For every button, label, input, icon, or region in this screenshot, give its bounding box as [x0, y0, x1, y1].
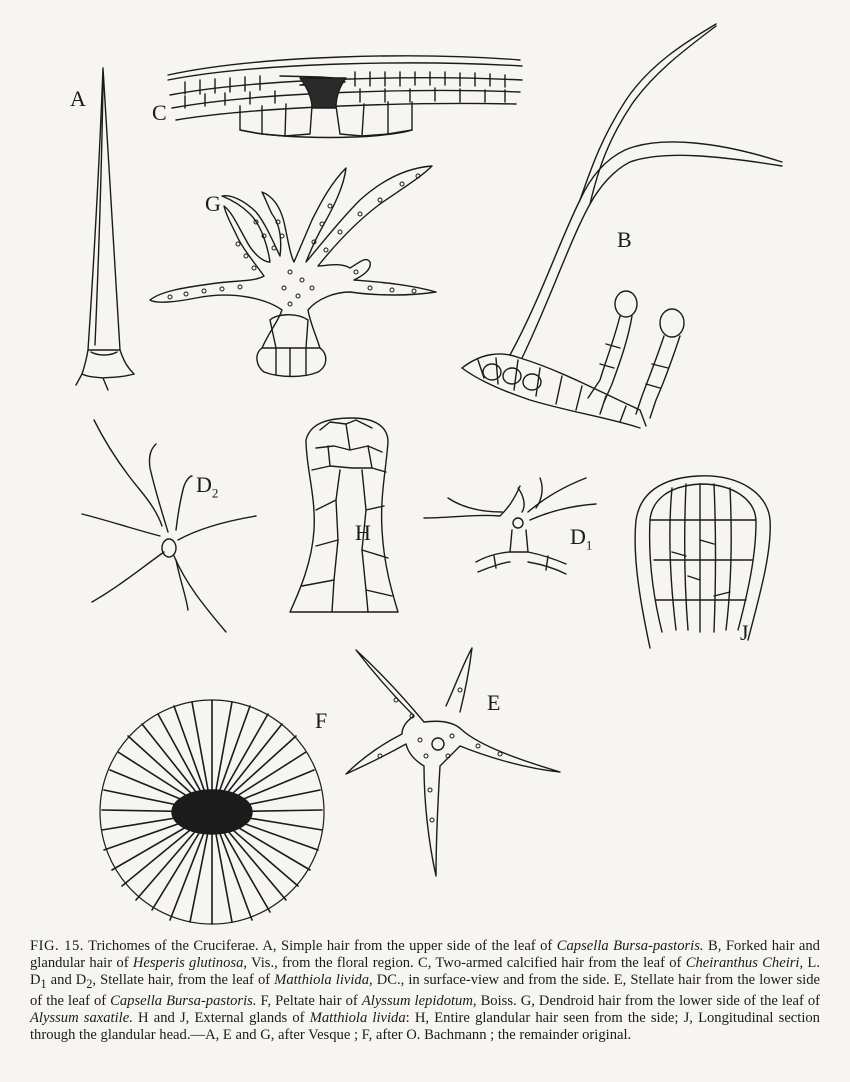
caption-segment: Matthiola livida	[309, 1009, 406, 1026]
figure-caption	[30, 938, 820, 1044]
caption-segment: Alyssum saxatile.	[30, 1009, 133, 1026]
label-d1-subscript: 1	[585, 537, 593, 553]
caption-segment: Alyssum lepidotum	[361, 992, 473, 1009]
label-d1	[570, 526, 592, 551]
drawing-d2-stellate-hair	[82, 420, 256, 632]
caption-segment: Capsella Bursa-pastoris.	[110, 992, 257, 1009]
label-j: J	[740, 620, 749, 645]
drawing-c-calcified-hair	[168, 56, 522, 138]
caption-title: Trichomes of the Cruciferae.	[88, 938, 259, 954]
caption-segment: , Stellate hair, from the leaf of	[92, 972, 275, 988]
caption-segment: Matthiola livida	[274, 972, 370, 988]
caption-segment: 1	[40, 976, 47, 991]
label-e: E	[487, 690, 501, 715]
label-g: G	[205, 191, 221, 216]
caption-segment: , Vis., from the floral region. C, Two-armed calcified hair from the leaf of	[243, 955, 686, 971]
drawing-b-forked-hair	[462, 24, 782, 428]
label-d1-letter: D	[570, 524, 586, 549]
drawing-h-glandular-hair	[290, 418, 398, 612]
label-b: B	[617, 227, 632, 252]
label-d2-subscript: 2	[211, 485, 219, 501]
drawing-j-glandular-section	[635, 476, 770, 648]
label-d2	[196, 474, 218, 499]
caption-segment: F, Peltate hair of	[256, 992, 362, 1009]
drawing-g-dendroid-hair	[150, 166, 436, 377]
label-c: C	[152, 100, 167, 125]
caption-segment: H and J, External glands of	[132, 1009, 310, 1026]
drawing-e-stellate-hair	[346, 648, 560, 876]
caption-segment: and D	[46, 972, 87, 988]
drawing-a-simple-hair	[76, 68, 134, 390]
label-h: H	[355, 520, 371, 545]
caption-segment: , Boiss. G, Dendroid hair from the lower side of the leaf of	[472, 992, 820, 1009]
caption-segment: B, Forked hair and glandular hair of	[30, 938, 820, 971]
label-a: A	[70, 86, 86, 111]
drawing-f-peltate-hair	[100, 700, 324, 924]
caption-segment: Hesperis glutinosa	[132, 955, 244, 971]
caption-segment: , DC., in surface-view and from the side. E, Stellate hair from the lower side of the leaf of	[30, 972, 820, 1009]
caption-segment: Capsella Bursa-pastoris.	[556, 938, 704, 954]
caption-segment: 2	[86, 976, 93, 991]
label-f: F	[315, 708, 328, 733]
label-d2-letter: D	[196, 472, 212, 497]
caption-segment: Cheiranthus Cheiri	[685, 955, 800, 971]
caption-segment: A, Simple hair from the upper side of the leaf of	[258, 938, 557, 954]
caption-segment: , L. D	[30, 955, 820, 988]
caption-figure-label: FIG. 15.	[30, 938, 84, 954]
caption-segment: : H, Entire glandular hair seen from the side; J, Longitudinal section through the glandular head.—A, E and G, after Vesque ; F, after O. Bachmann ; the remainder original.	[30, 1009, 820, 1043]
